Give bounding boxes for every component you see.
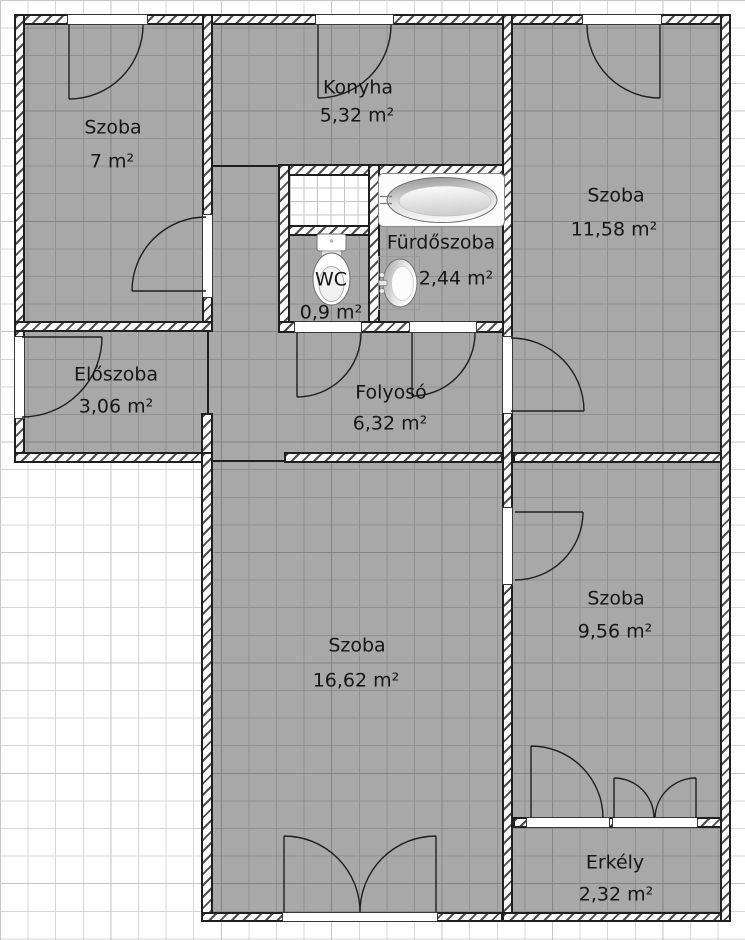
door-swing-szoba-11-58[interactable]: [511, 338, 584, 411]
door-swing-szoba-11-58-window[interactable]: [587, 25, 660, 98]
balcony-door-swing[interactable]: [531, 746, 603, 818]
door-swing-wc[interactable]: [297, 333, 361, 397]
sink-icon[interactable]: [379, 257, 420, 310]
door-swing-szoba-7-window[interactable]: [69, 25, 143, 99]
room-area-label-wc: 0,9 m²: [299, 301, 363, 324]
room-area-label-konyha: 5,32 m²: [319, 104, 395, 127]
door-swing-szoba-9-56[interactable]: [515, 512, 583, 580]
room-label-erkely: Erkély: [585, 851, 645, 874]
french-window-right-swing[interactable]: [655, 778, 696, 818]
french-door-left-szoba-16-62[interactable]: [284, 836, 360, 912]
room-label-konyha: Konyha: [322, 76, 394, 99]
room-label-szoba-11-58: Szoba: [587, 184, 645, 207]
bathtub-icon[interactable]: [379, 174, 505, 227]
room-label-wc: WC: [314, 268, 348, 291]
door-swing-szoba-7[interactable]: [132, 217, 206, 291]
room-label-eloszoba: Előszoba: [73, 363, 159, 386]
room-area-label-eloszoba: 3,06 m²: [78, 395, 154, 418]
room-label-szoba-16-62: Szoba: [328, 634, 386, 657]
room-area-label-furdoszoba: 2,44 m²: [418, 267, 494, 290]
room-area-label-szoba-11-58: 11,58 m²: [570, 218, 658, 241]
room-area-label-erkely: 2,32 m²: [578, 883, 654, 906]
room-label-folyoso: Folyosó: [355, 381, 427, 404]
room-label-furdoszoba: Fürdőszoba: [386, 231, 496, 254]
french-window-left-swing[interactable]: [614, 778, 654, 818]
room-label-szoba-7: Szoba: [84, 116, 142, 139]
french-door-right-szoba-16-62[interactable]: [360, 836, 436, 912]
room-area-label-szoba-9-56: 9,56 m²: [577, 620, 653, 643]
room-area-label-szoba-16-62: 16,62 m²: [312, 669, 400, 692]
room-area-label-folyoso: 6,32 m²: [352, 412, 428, 435]
room-area-label-szoba-7: 7 m²: [89, 150, 135, 173]
room-label-szoba-9-56: Szoba: [587, 587, 645, 610]
